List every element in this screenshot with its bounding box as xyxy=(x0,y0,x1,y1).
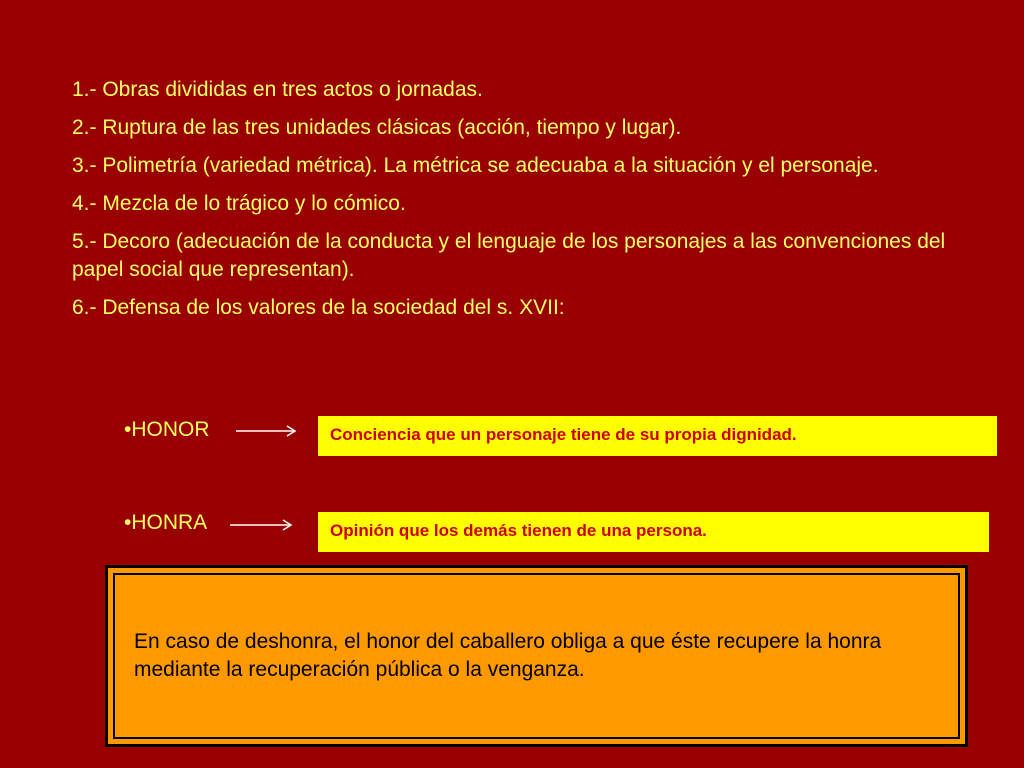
note-box xyxy=(105,565,968,747)
point-5: 5.- Decoro (adecuación de la conducta y el lenguaje de los personajes a las convenciones del papel social que representan). xyxy=(72,230,946,281)
right-arrow-icon xyxy=(236,424,298,438)
point-6: 6.- Defensa de los valores de la sociedad del s. XVII: xyxy=(72,296,565,319)
right-arrow-icon xyxy=(230,518,294,532)
honor-definition-box xyxy=(318,416,997,456)
point-1: 1.- Obras divididas en tres actos o jornadas. xyxy=(72,78,483,101)
point-4: 4.- Mezcla de lo trágico y lo cómico. xyxy=(72,192,406,215)
point-3: 3.- Polimetría (variedad métrica). La métrica se adecuaba a la situación y el personaje. xyxy=(72,154,879,177)
honra-definition-box xyxy=(318,512,989,552)
honor-label: •HONOR xyxy=(124,418,210,441)
point-2: 2.- Ruptura de las tres unidades clásicas (acción, tiempo y lugar). xyxy=(72,116,682,139)
honor-definition-text: Conciencia que un personaje tiene de su propia dignidad. xyxy=(330,425,797,444)
points-list xyxy=(72,76,952,332)
honra-label: •HONRA xyxy=(124,511,208,534)
note-text: En caso de deshonra, el honor del caballero obliga a que éste recupere la honra mediante la recuperación pública o la venganza. xyxy=(134,630,882,681)
honra-definition-text: Opinión que los demás tienen de una persona. xyxy=(330,521,707,540)
